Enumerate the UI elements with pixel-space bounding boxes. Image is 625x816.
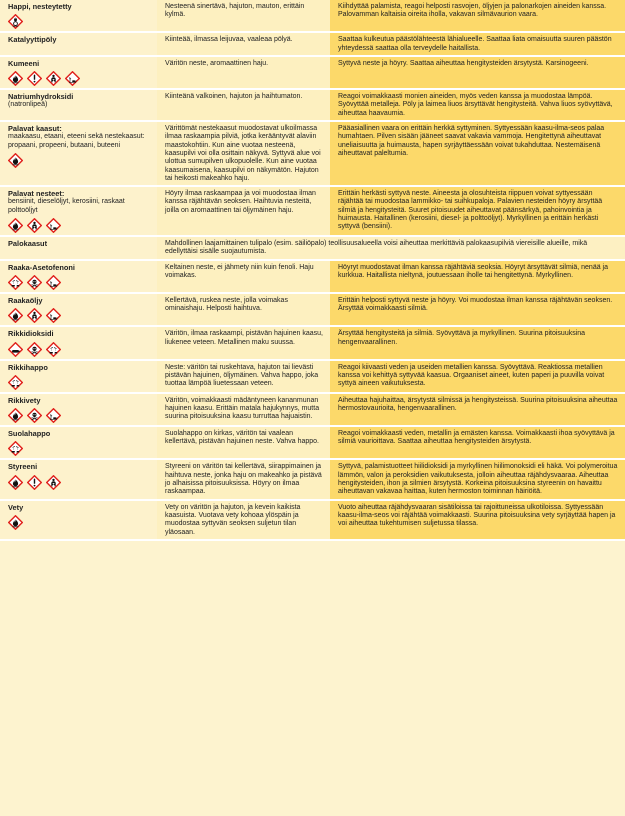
substance-cell: [0, 294, 157, 325]
properties-cell: Mahdollinen laajamittainen tulipalo (esim. säiliöpalo) teollisuusalueella voisi aiheuttaa merkittäviä palokaasupilviä viereisille alueille, mikä edellyttäisi sisälle suojautumista.: [157, 237, 625, 259]
substance-name: Happi, nesteytetty: [8, 2, 72, 11]
flame-icon: [8, 308, 23, 323]
environment-icon: [46, 308, 61, 323]
substance-cell: [0, 361, 157, 392]
skull-icon: [27, 275, 42, 290]
substance-name: Katalyyttipöly: [8, 35, 57, 45]
substance-name: Rikkidioksidi: [8, 329, 54, 339]
flame-icon: [8, 71, 23, 86]
corrosion-icon: [8, 375, 23, 390]
ghs-pictograms: [8, 14, 151, 29]
properties-cell: Väritön, ilmaa raskaampi, pistävän hajuinen kaasu, liukenee veteen. Metallinen maku suussa.: [157, 327, 330, 358]
ghs-pictograms: [8, 153, 151, 168]
table-row: [0, 460, 625, 500]
environment-icon: [46, 218, 61, 233]
corrosion-icon: [8, 441, 23, 456]
properties-cell: Styreeni on väritön tai kellertävä, siirappimainen ja haihtuva neste, jonka haju on makeahko ja pistävä jo alhaisissa pitoisuuksissa. Höyry on ilmaa raskaampaa.: [157, 460, 330, 498]
flame-icon: [8, 218, 23, 233]
corrosion-icon: [8, 275, 23, 290]
properties-cell: Värittömät nestekaasut muodostavat ulkoilmassa ilmaa raskaampia pilviä, jotka kerääntyvät alaviin maastokohtiin. Kun aine vuotaa nesteenä, kaasupilvi voi olla osittain näkyvä. Syttyvä alue voi ulottua sumupilven ulkopuolelle. Kun aine vuotaa kaasumaisena, kaasupilvi on näkymätön. Hajuton tai heikosti makeahko haju.: [157, 122, 330, 185]
substance-subtitle: (natronlipeä): [8, 101, 48, 109]
substance-name: Vety: [8, 502, 24, 512]
hazards-cell: Aiheuttaa hajuhaittaa, ärsytystä silmissä ja hengitysteissä. Suurina pitoisuuksina aiheuttaa hermostovaurioita, hengenvaarallinen.: [330, 394, 625, 425]
hazards-cell: Reagoi voimakkaasti monien aineiden, myös veden kanssa ja muodostaa lämpöä. Syövyttää metalleja. Pöly ja laimea liuos ärsyttävät hengitysteitä. Vahva liuos syövyttävä, aiheuttaa haavaumia.: [330, 90, 625, 120]
hazards-cell: Kiihdyttää palamista, reagoi helposti rasvojen, öljyjen ja palonarkojen aineiden kanssa. Palovamman kaltaisia oireita iholla, vakavan silmävaurion vaara.: [330, 0, 625, 31]
properties-cell: Keltainen neste, ei jähmety niin kuin fenoli. Haju voimakas.: [157, 261, 330, 292]
properties-cell: Väritön neste, aromaattinen haju.: [157, 57, 330, 88]
substance-cell: [0, 33, 157, 55]
health-hazard-icon: [27, 308, 42, 323]
hazards-cell: Höyryt muodostavat ilman kanssa räjähtäviä seoksia. Höyryt ärsyttävät silmiä, nenää ja kurkkua. Haitallista nieltynä, joutuessaan iholle tai hengitettynä. Myrkyllinen.: [330, 261, 625, 292]
substance-name: Styreeni: [8, 462, 38, 472]
substance-name: Raaka-Asetofenoni: [8, 262, 75, 272]
properties-cell: Nesteenä sinertävä, hajuton, mauton, erittäin kylmä.: [157, 0, 330, 31]
table-row: [0, 57, 625, 90]
hazards-cell: Reagoi kiivaasti veden ja useiden metallien kanssa. Syövyttävä. Reaktiossa metallien kanssa voi kehittyä syttyvää kaasua. Orgaaniset aineet, kuten paperi ja puuvilla voivat syttyä aineen vaikutuksesta.: [330, 361, 625, 392]
table-row: [0, 394, 625, 427]
substance-cell: [0, 460, 157, 498]
exclamation-icon: [27, 71, 42, 86]
hazards-cell: Vuoto aiheuttaa räjähdysvaaran sisätiloissa tai rajoittuneissa ulkotiloissa. Syttyessään kaasu-ilma-seos voi räjähtää voimakkaasti. Suurina pitoisuuksina vety syrjäyttää hapen ja voi aiheuttaa tukehtumisen suljetussa tilassa.: [330, 501, 625, 539]
substance-name: Rikkihappo: [8, 362, 48, 372]
hazards-cell: Reagoi voimakkaasti veden, metallin ja emästen kanssa. Voimakkaasti ihoa syövyttävä ja silmiä vaurioittava. Saattaa aiheuttaa hengitysteiden ärsytystä.: [330, 427, 625, 458]
health-hazard-icon: [46, 475, 61, 490]
table-row: [0, 327, 625, 360]
hazards-cell: Pääasiallinen vaara on erittäin herkkä syttyminen. Syttyessään kaasu-ilma-seos palaa humahtaen. Pilven sisään jääneet saavat vakavia vammoja. Hengitettynä aiheuttavat uneliaisuutta ja huimausta, hapen syrjäyttäessään voivat tukahduttaa. Nestemäisenä aiheuttavat paleltumia.: [330, 122, 625, 185]
flame-icon: [8, 515, 23, 530]
substance-subtitle: bensiinit, dieselöljyt, kerosiini, raskaat polttoöljyt: [8, 198, 125, 214]
table-row: [0, 294, 625, 327]
ghs-pictograms: [8, 71, 151, 86]
hazards-cell: Syttyvä neste ja höyry. Saattaa aiheuttaa hengitysteiden ärsytystä. Karsinogeeni.: [330, 57, 625, 88]
oxidizer-icon: [8, 14, 23, 29]
substance-name: Palavat nesteet:: [8, 189, 65, 199]
flame-icon: [8, 408, 23, 423]
skull-icon: [27, 408, 42, 423]
substance-cell: [0, 501, 157, 539]
table-row: [0, 33, 625, 57]
substance-name: Palokaasut: [8, 239, 48, 249]
skull-icon: [27, 342, 42, 357]
hazards-cell: Syttyvä, palamistuotteet hiilidioksidi ja myrkyllinen hiilimonoksidi eli häkä. Voi polymeroitua lämmön, valon ja peroksidien vaikutuksesta, jolloin aiheuttaa räjähdysvaaraa. Aiheuttaa hengitysteiden, ihon ja silmien ärsytystä. Korkeina pitoisuuksina styreenin on havaittu aiheuttavan vakavaa haittaa, kuten hermoston toiminnan häiriöitä.: [330, 460, 625, 498]
table-row: [0, 261, 625, 294]
substance-subtitle: maakaasu, etaani, eteeni sekä nestekaasut: propaani, propeeni, butaani, buteeni: [8, 133, 145, 149]
ghs-pictograms: [8, 308, 151, 323]
table-row: [0, 0, 625, 33]
exclamation-icon: [27, 475, 42, 490]
substance-cell: [0, 394, 157, 425]
table-row: [0, 501, 625, 541]
table-row: [0, 187, 625, 237]
properties-cell: Kellertävä, ruskea neste, jolla voimakas ominaishaju. Helposti haihtuva.: [157, 294, 330, 325]
substance-name: Suolahappo: [8, 429, 51, 439]
substance-cell: [0, 90, 157, 120]
substance-cell: [0, 261, 157, 292]
substance-cell: [0, 327, 157, 358]
ghs-pictograms: [8, 275, 151, 290]
ghs-pictograms: [8, 515, 151, 530]
environment-icon: [65, 71, 80, 86]
ghs-pictograms: [8, 441, 151, 456]
corrosion-icon: [46, 342, 61, 357]
substance-name: Kumeeni: [8, 58, 40, 68]
substance-cell: [0, 187, 157, 235]
hazards-cell: Erittäin helposti syttyvä neste ja höyry. Voi muodostaa ilman kanssa räjähtävän seoksen. Ärsyttää voimakkaasti silmiä.: [330, 294, 625, 325]
table-row: [0, 427, 625, 460]
substance-cell: [0, 237, 157, 259]
properties-cell: Väritön, voimakkaasti mädäntyneen kananmunan hajuinen kaasu. Erittäin matala hajukynnys, mutta suurina pitoisuuksina kaasu turruttaa hajuaistin.: [157, 394, 330, 425]
gas-cylinder-icon: [8, 342, 23, 357]
properties-cell: Kiinteää, ilmassa leijuvaa, vaaleaa pölyä.: [157, 33, 330, 55]
table-row: [0, 237, 625, 261]
health-hazard-icon: [27, 218, 42, 233]
hazards-cell: Ärsyttää hengitysteitä ja silmiä. Syövyttävä ja myrkyllinen. Suurina pitoisuuksina hengenvaarallinen.: [330, 327, 625, 358]
properties-cell: Kiinteänä valkoinen, hajuton ja haihtumaton.: [157, 90, 330, 120]
substance-name: Palavat kaasut:: [8, 124, 62, 134]
health-hazard-icon: [46, 71, 61, 86]
properties-cell: Neste: väritön tai ruskehtava, hajuton tai lievästi pistävän hajuinen, öljymäinen. Vahva happo, joka tuottaa lämpöä liuetessaan veteen.: [157, 361, 330, 392]
substance-cell: [0, 57, 157, 88]
table-row: [0, 361, 625, 394]
properties-cell: Suolahappo on kirkas, väritön tai vaalean kellertävä, pistävän hajuinen neste. Vahva happo.: [157, 427, 330, 458]
ghs-pictograms: [8, 475, 151, 490]
ghs-pictograms: [8, 375, 151, 390]
table-row: [0, 122, 625, 187]
substance-cell: [0, 0, 157, 31]
ghs-pictograms: [8, 342, 151, 357]
properties-cell: Höyry ilmaa raskaampaa ja voi muodostaa ilman kanssa räjähtävän seoksen. Haihtuvia nesteitä, joilla on aromaattinen tai öljymäinen haju.: [157, 187, 330, 235]
hazards-cell: Saattaa kulkeutua päästölähteestä lähialueelle. Saattaa liata omaisuutta suuren päästön yhteydessä saattaa olla terveydelle haitallista.: [330, 33, 625, 55]
ghs-pictograms: [8, 218, 151, 233]
environment-icon: [46, 408, 61, 423]
substance-cell: [0, 122, 157, 185]
flame-icon: [8, 153, 23, 168]
substance-cell: [0, 427, 157, 458]
environment-icon: [46, 275, 61, 290]
table-row: [0, 90, 625, 122]
substance-name: Natriumhydroksidi: [8, 92, 74, 102]
ghs-pictograms: [8, 408, 151, 423]
properties-cell: Vety on väritön ja hajuton, ja kevein kaikista kaasuista. Vuotava vety kohoaa ylöspäin ja muodostaa syttyvän seoksen suljetun tilan yläosaan.: [157, 501, 330, 539]
substance-name: Rikkivety: [8, 395, 41, 405]
flame-icon: [8, 475, 23, 490]
hazards-cell: Erittäin herkästi syttyvä neste. Aineesta ja olosuhteista riippuen voivat syttyessään räjähtää tai muodostaa lammikko- tai suihkupaloja. Palavien nesteiden höyry ärsyttää silmiä ja hengitysteitä. Suuret pitoisuudet aiheuttavat päänsärkyä, pahoinvointia ja huimausta. Haitallinen (kerosiini, diesel- ja polttoöljyt). Myrkyllinen ja erittäin herkästi syttyvä (bensiini).: [330, 187, 625, 235]
substance-name: Raakaöljy: [8, 295, 43, 305]
